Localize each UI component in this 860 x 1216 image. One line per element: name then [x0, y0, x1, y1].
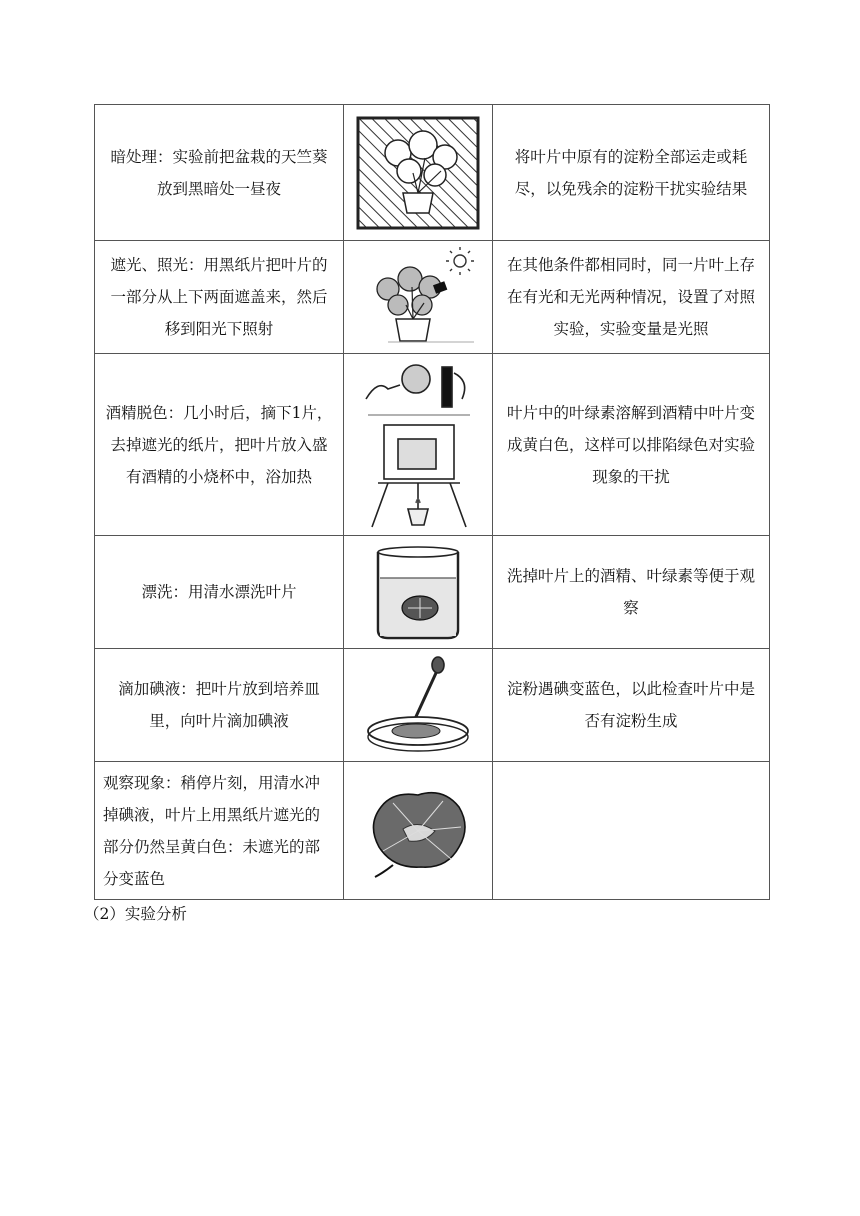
reason-cell — [493, 649, 770, 762]
reason-text: 在其他条件都相同时，同一片叶上存在有光和无光两种情况，设置了对照实验，实验变量是光照 — [506, 256, 755, 338]
water-bath-heating-icon — [358, 359, 478, 531]
table-row — [95, 105, 770, 241]
table-row — [95, 241, 770, 354]
step-cell — [95, 649, 344, 762]
table-row — [95, 536, 770, 649]
dropper-petri-dish-icon — [358, 655, 478, 755]
reason-text: 洗掉叶片上的酒精、叶绿素等便于观察 — [506, 567, 755, 617]
table-row — [95, 354, 770, 536]
reason-cell — [493, 241, 770, 354]
table-row — [95, 649, 770, 762]
reason-text: 将叶片中原有的淀粉全部运走或耗尽，以免残余的淀粉干扰实验结果 — [514, 147, 748, 198]
reason-text: 叶片中的叶绿素溶解到酒精中叶片变成黄白色，这样可以排陷绿色对实验现象的干扰 — [506, 403, 755, 486]
step-text: 观察现象：稍停片刻，用清水冲掉碘液，叶片上用黑纸片遮光的部分仍然呈黄白色：未遮光的部分变蓝色 — [103, 773, 321, 888]
image-cell — [344, 762, 493, 900]
reason-cell — [493, 536, 770, 649]
plant-under-sun-icon — [358, 247, 478, 347]
step-cell — [95, 354, 344, 536]
image-cell — [344, 241, 493, 354]
section-caption: （2）实验分析 — [84, 905, 187, 923]
reason-cell — [493, 105, 770, 241]
step-text: 酒精脱色：几小时后，摘下1片，去掉遮光的纸片，把叶片放入盛有酒精的小烧杯中，浴加热 — [105, 403, 333, 486]
reason-text: 淀粉遇碘变蓝色，以此检查叶片中是否有淀粉生成 — [506, 680, 755, 730]
step-cell — [95, 536, 344, 649]
image-cell — [344, 354, 493, 536]
image-cell — [344, 649, 493, 762]
step-text: 漂洗：用清水漂洗叶片 — [141, 583, 297, 601]
image-cell — [344, 105, 493, 241]
step-cell — [95, 241, 344, 354]
leaf-in-beaker-icon — [368, 542, 468, 642]
reason-cell — [493, 354, 770, 536]
leaf-result-icon — [363, 781, 473, 881]
step-text: 暗处理：实验前把盆栽的天竺葵放到黑暗处一昼夜 — [110, 147, 328, 198]
step-cell — [95, 105, 344, 241]
step-text: 遮光、照光：用黑纸片把叶片的一部分从上下两面遮盖来，然后移到阳光下照射 — [110, 256, 328, 338]
reason-cell — [493, 762, 770, 900]
table-row — [95, 762, 770, 900]
step-text: 滴加碘液：把叶片放到培养皿里，向叶片滴加碘液 — [118, 680, 320, 730]
image-cell — [344, 536, 493, 649]
potted-plant-in-dark-icon — [353, 113, 483, 233]
experiment-steps-table — [94, 104, 770, 900]
step-cell — [95, 762, 344, 900]
